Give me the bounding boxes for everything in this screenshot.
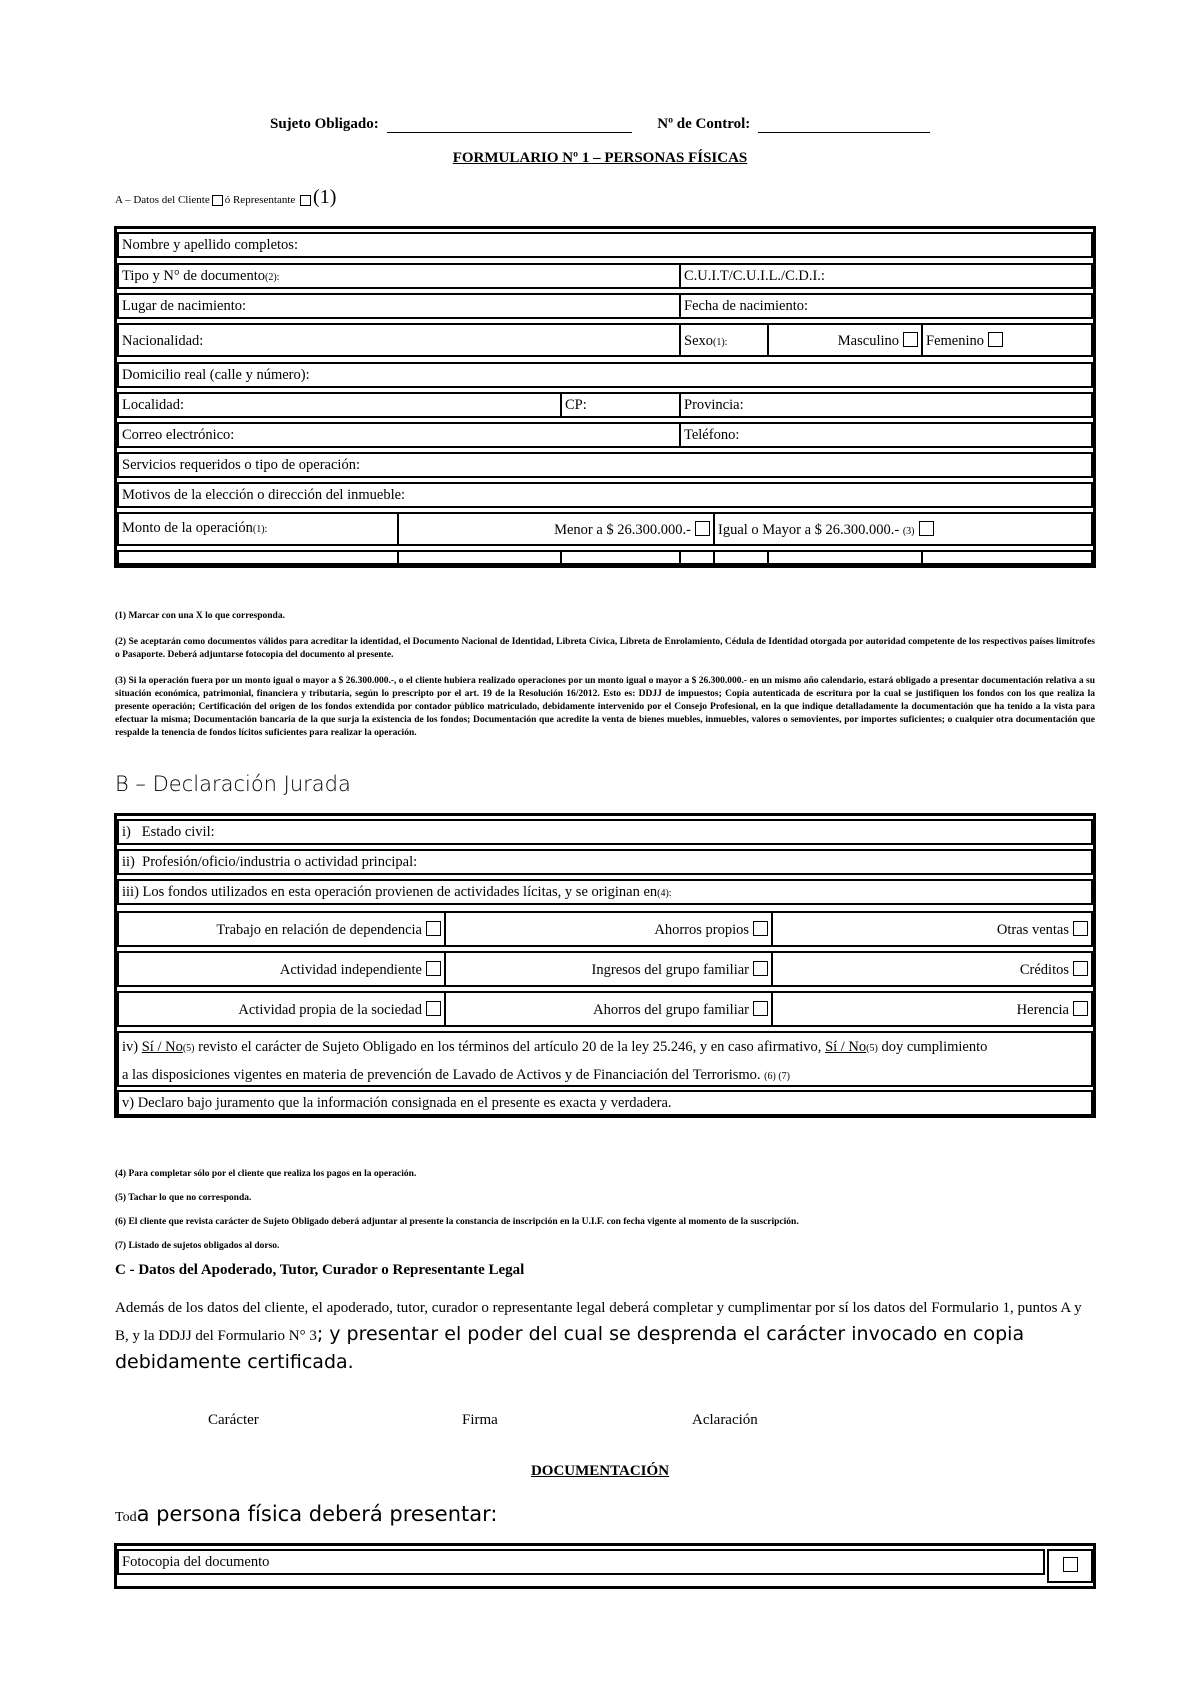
control-blank[interactable] [758,118,930,133]
femenino-label: Femenino [926,333,984,349]
blank-row-4 [679,550,715,565]
origin-otras-ventas-label: Otras ventas [996,922,1069,938]
aclaracion-label: Aclaración [692,1412,758,1428]
origin-herencia[interactable] [771,991,1093,1027]
sujeto-label: Sujeto Obligado: [269,116,379,132]
nacionalidad-field[interactable] [117,323,681,357]
iv-refs: (6) (7) [764,1071,790,1082]
sujeto-blank[interactable] [387,118,632,133]
blank-row-2 [397,550,562,565]
origin-ahorros-propios[interactable] [444,911,773,947]
sexo-ref: (1): [713,337,728,348]
doc-item-checkbox[interactable] [1063,1557,1078,1572]
note-6: (6) El cliente que revista carácter de Sujeto Obligado deberá adjuntar al presente la constancia de inscripción en la U.I.F. con fecha vigente al momento de la suscripción. [115,1217,799,1227]
domicilio-field[interactable] [117,362,1093,388]
representante-checkbox[interactable] [300,195,311,206]
documentacion-table [114,1543,1096,1589]
estado-civil-label: i) Estado civil: [122,824,215,840]
origin-trabajo-label: Trabajo en relación de dependencia [216,922,422,938]
intro-small: Tod [115,1510,137,1525]
nombre-field[interactable] [117,232,1093,258]
telefono-field[interactable] [679,422,1093,448]
masculino-checkbox[interactable] [903,332,918,347]
si-no-option-2[interactable]: Sí / No [825,1039,867,1055]
menor-checkbox[interactable] [695,521,710,536]
doc-item-label: Fotocopia del documento [122,1554,270,1570]
section-c-text [115,1295,1095,1377]
origin-ingresos-familiar[interactable] [444,951,773,987]
note-2: (2) Se aceptarán como documentos válidos para acreditar la identidad, el Documento Nacional de Identidad, Libreta Cívica, Libreta de Enrolamiento, Cédula de Identidad otorgada por autoridad competente de los respectivos países limítrofes o Pasaporte. Deberá adjuntarse fotocopia del documento al presente. [115,637,1095,660]
menor-option[interactable] [397,512,715,546]
localidad-field[interactable] [117,392,562,418]
section-c-text-1: Además de los datos del cliente, el apoderado, tutor, curador o representante legal deberá completar y cumplimentar por sí los datos del Formulario 1, puntos A y B, y la DDJJ del Formulario N° 3 [115,1300,1082,1344]
monto-label: Monto de la operación [122,520,253,536]
cuit-field[interactable] [679,263,1093,289]
note-1: (1) Marcar con una X lo que corresponda. [115,611,285,621]
iv-prefix: iv) [122,1039,139,1055]
control-label: Nº de Control: [657,116,751,132]
lugar-nac-label: Lugar de nacimiento: [122,298,247,314]
telefono-label: Teléfono: [684,427,740,443]
fecha-nac-label: Fecha de nacimiento: [684,298,809,314]
section-c-title: C - Datos del Apoderado, Tutor, Curador o Representante Legal [115,1262,525,1278]
section-c-text-2: ; y presentar el poder del cual se desprenda el carácter invocado en copia debidamente certificada. [115,1323,1025,1373]
monto-cell [117,512,399,546]
blank-row-7 [921,550,1093,565]
sujeto-obligado-declaration[interactable] [117,1031,1093,1087]
correo-label: Correo electrónico: [122,427,235,443]
section-b-title: B – Declaración Jurada [115,772,351,796]
intro-text: a persona física deberá presentar: [136,1502,498,1526]
servicios-label: Servicios requeridos o tipo de operación: [122,457,360,473]
origin-ingresos-familiar-checkbox[interactable] [753,961,768,976]
nombre-label: Nombre y apellido completos: [122,237,298,253]
femenino-checkbox[interactable] [988,332,1003,347]
masculino-label: Masculino [837,333,899,349]
sexo-label: Sexo [684,333,713,349]
note-5: (5) Tachar lo que no corresponda. [115,1193,252,1203]
estado-civil-field[interactable] [117,819,1093,845]
motivos-field[interactable] [117,482,1093,508]
mayor-option[interactable] [713,512,1093,546]
cp-field[interactable] [560,392,681,418]
nacionalidad-label: Nacionalidad: [122,333,204,349]
provincia-field[interactable] [679,392,1093,418]
origin-actividad-independiente-checkbox[interactable] [426,961,441,976]
ref-5a: (5) [182,1043,195,1054]
origin-ahorros-familiar-label: Ahorros del grupo familiar [593,1002,749,1018]
origin-herencia-label: Herencia [1016,1002,1069,1018]
tipo-doc-ref: (2): [265,272,280,283]
juramento-statement [117,1090,1093,1116]
fondos-ref: (4): [657,888,672,899]
origin-otras-ventas-checkbox[interactable] [1073,921,1088,936]
origin-actividad-independiente-label: Actividad independiente [279,962,422,978]
origin-creditos-label: Créditos [1019,962,1069,978]
tipo-doc-field[interactable] [117,263,681,289]
origin-ahorros-familiar-checkbox[interactable] [753,1001,768,1016]
origin-ahorros-familiar[interactable] [444,991,773,1027]
caracter-label: Carácter [208,1412,259,1428]
section-a-text: A – Datos del Cliente [115,194,210,206]
mayor-ref: (3) [902,526,915,537]
iv-text-3: a las disposiciones vigentes en materia de prevención de Lavado de Activos y de Financiación del Terrorismo. [122,1067,761,1083]
origin-creditos-checkbox[interactable] [1073,961,1088,976]
documentacion-title: DOCUMENTACIÓN [530,1463,670,1479]
profesion-label: ii) Profesión/oficio/industria o actividad principal: [122,854,418,870]
form-title: FORMULARIO Nº 1 – PERSONAS FÍSICAS [452,150,748,166]
origin-actividad-independiente[interactable] [117,951,446,987]
iv-text-2: doy cumplimiento [877,1039,988,1055]
section-a-label [115,186,336,209]
si-no-option-1[interactable]: Sí / No [141,1039,183,1055]
cp-label: CP: [565,397,587,413]
fondos-label: iii) Los fondos utilizados en esta operación provienen de actividades lícitas, y se originan en [122,884,658,900]
origin-herencia-checkbox[interactable] [1073,1001,1088,1016]
note-4: (4) Para completar sólo por el cliente que realiza los pagos en la operación. [115,1169,417,1179]
section-a-or: ó Representante [224,194,296,206]
tipo-doc-label: Tipo y N° de documento [122,268,266,284]
note-7: (7) Listado de sujetos obligados al dorso. [115,1241,280,1251]
blank-row-1 [117,550,399,565]
sexo-cell [679,323,769,357]
section-b-table [114,813,1096,1118]
masculino-option[interactable] [767,323,923,357]
origin-creditos[interactable] [771,951,1093,987]
origin-actividad-sociedad-label: Actividad propia de la sociedad [238,1002,422,1018]
cuit-label: C.U.I.T/C.U.I.L./C.D.I.: [684,268,825,284]
servicios-field[interactable] [117,452,1093,478]
monto-ref: (1): [252,524,268,535]
menor-label: Menor a $ 26.300.000.- [554,522,691,538]
cliente-checkbox[interactable] [212,195,223,206]
femenino-option[interactable] [921,323,1093,357]
note-3: (3) Si la operación fuera por un monto igual o mayor a $ 26.300.000.-, o el cliente hubiera realizado operaciones por un monto igual o mayor a $ 26.300.000.- en un mismo año calendario, estará obligado a presentar documentación relativa a su situación económica, patrimonial, financiera y tributaria, según lo prescripto por el art. 19 de la Resolución 16/2012. Esto es: DDJJ de impuestos; Copia autenticada de escritura por la cual se justifiquen los fondos con los que realiza la presente operación; Certificación del origen de los fondos extendida por contador público matriculado, debidamente intervenido por el Consejo Profesional, en la que indique detalladamente la documentación que ha tenido a la vista para efectuar la misma; Documentación bancaria de la que surja la existencia de los fondos; Documentación que acredite la venta de bienes muebles, inmuebles, valores o semovientes, por importes suficientes; o cualquier otra documentación que respalde la tenencia de fondos lícitos suficientes para realizar la operación. [115,676,1095,738]
blank-row-5 [713,550,769,565]
origin-ingresos-familiar-label: Ingresos del grupo familiar [591,962,749,978]
blank-row-6 [767,550,923,565]
section-a-ref: (1) [313,186,337,208]
v-text: v) Declaro bajo juramento que la información consignada en el presente es exacta y verdadera. [122,1095,672,1111]
section-a-table [114,226,1096,568]
header-line [0,116,1200,133]
origin-trabajo-checkbox[interactable] [426,921,441,936]
correo-field[interactable] [117,422,681,448]
motivos-label: Motivos de la elección o dirección del inmueble: [122,487,406,503]
origin-trabajo[interactable] [117,911,446,947]
origin-actividad-sociedad[interactable] [117,991,446,1027]
lugar-nac-field[interactable] [117,293,681,319]
origin-ahorros-propios-label: Ahorros propios [654,922,749,938]
origin-otras-ventas[interactable] [771,911,1093,947]
doc-item-checkbox-cell[interactable] [1047,1549,1093,1583]
domicilio-label: Domicilio real (calle y número): [122,367,310,383]
firma-label: Firma [462,1412,498,1428]
doc-item-fotocopia [117,1549,1045,1575]
iv-text-1: revisto el carácter de Sujeto Obligado en los términos del artículo 20 de la ley 25.246, y en caso afirmativo, [194,1039,826,1055]
profesion-field[interactable] [117,849,1093,875]
fondos-field [117,879,1093,905]
mayor-checkbox[interactable] [919,521,934,536]
origin-actividad-sociedad-checkbox[interactable] [426,1001,441,1016]
localidad-label: Localidad: [122,397,185,413]
documentacion-intro [115,1502,497,1526]
origin-ahorros-propios-checkbox[interactable] [753,921,768,936]
ref-5b: (5) [866,1043,878,1054]
mayor-label: Igual o Mayor a $ 26.300.000.- [718,522,900,538]
fecha-nac-field[interactable] [679,293,1093,319]
provincia-label: Provincia: [684,397,744,413]
blank-row-3 [560,550,681,565]
